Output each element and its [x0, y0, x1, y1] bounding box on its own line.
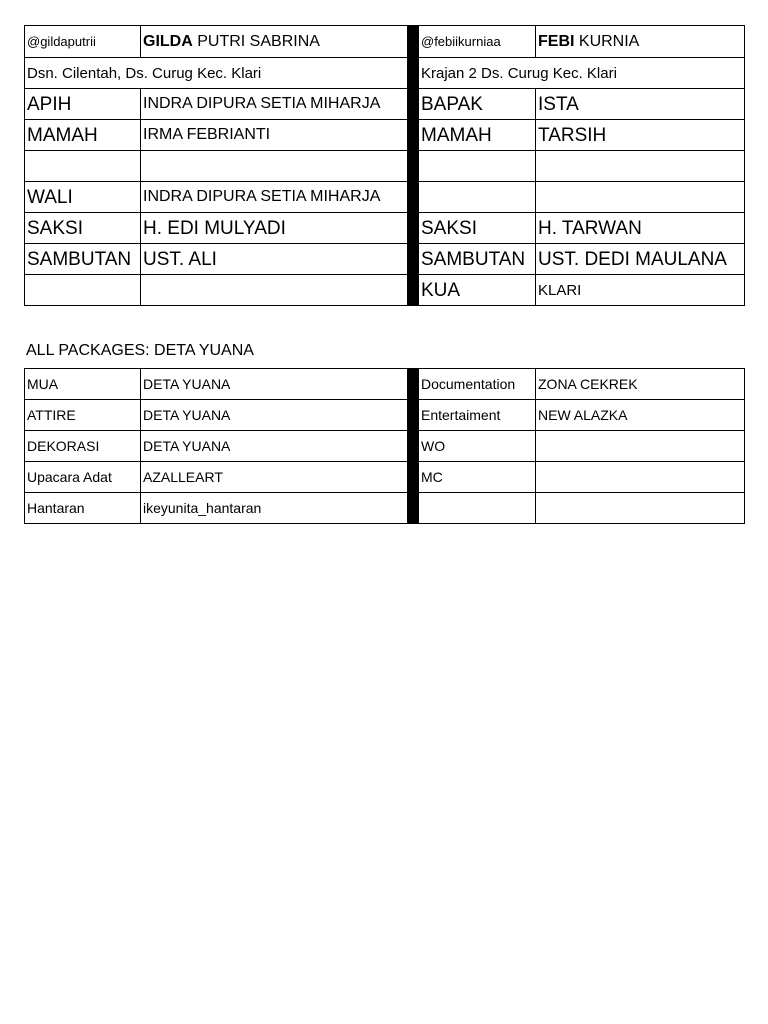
- column-separator: [408, 369, 419, 400]
- bride-value: UST. ALI: [141, 244, 408, 275]
- vendor-category: Documentation: [419, 369, 536, 400]
- vendor-name: NEW ALAZKA: [536, 400, 745, 431]
- bride-name: [141, 26, 408, 58]
- groom-value: [536, 151, 745, 182]
- vendor-name: DETA YUANA: [141, 431, 408, 462]
- column-separator: [408, 400, 419, 431]
- bride-handle: @gildaputrii: [25, 26, 141, 58]
- column-separator: [408, 120, 419, 151]
- groom-label: [419, 151, 536, 182]
- vendor-category: Entertaiment: [419, 400, 536, 431]
- bride-label: SAKSI: [25, 213, 141, 244]
- vendor-name: ZONA CEKREK: [536, 369, 745, 400]
- bride-label: [25, 151, 141, 182]
- bride-address: Dsn. Cilentah, Ds. Curug Kec. Klari: [25, 58, 408, 89]
- column-separator: [408, 462, 419, 493]
- family-row: [25, 275, 745, 306]
- bride-label: MAMAH: [25, 120, 141, 151]
- column-separator: [408, 89, 419, 120]
- family-row: [25, 89, 745, 120]
- column-separator: [408, 275, 419, 306]
- column-separator: [408, 151, 419, 182]
- column-separator: [408, 493, 419, 524]
- bride-name-rest: PUTRI SABRINA: [192, 32, 320, 50]
- groom-label: [419, 182, 536, 213]
- bride-label: APIH: [25, 89, 141, 120]
- vendor-category: WO: [419, 431, 536, 462]
- groom-name-rest: KURNIA: [574, 32, 640, 50]
- groom-value: ISTA: [536, 89, 745, 120]
- family-row: [25, 213, 745, 244]
- bride-value: [141, 275, 408, 306]
- family-row: [25, 244, 745, 275]
- family-row: [25, 182, 745, 213]
- groom-label: KUA: [419, 275, 536, 306]
- name-row: [25, 26, 745, 58]
- bride-value: [141, 151, 408, 182]
- vendor-category: DEKORASI: [25, 431, 141, 462]
- groom-name: [536, 26, 745, 58]
- vendor-name: DETA YUANA: [141, 369, 408, 400]
- vendor-name: AZALLEART: [141, 462, 408, 493]
- vendor-category: Upacara Adat: [25, 462, 141, 493]
- vendor-row: [25, 493, 745, 524]
- column-separator: [408, 58, 419, 89]
- bride-label: [25, 275, 141, 306]
- vendor-name: [536, 493, 745, 524]
- column-separator: [408, 244, 419, 275]
- column-separator: [408, 213, 419, 244]
- groom-value: UST. DEDI MAULANA: [536, 244, 745, 275]
- vendor-name: [536, 431, 745, 462]
- groom-address: Krajan 2 Ds. Curug Kec. Klari: [419, 58, 745, 89]
- vendor-name: ikeyunita_hantaran: [141, 493, 408, 524]
- groom-label: MAMAH: [419, 120, 536, 151]
- vendors-table: [24, 368, 745, 524]
- bride-label: WALI: [25, 182, 141, 213]
- bride-name-bold: GILDA: [143, 32, 193, 50]
- vendor-category: MUA: [25, 369, 141, 400]
- groom-name-bold: FEBI: [538, 32, 575, 50]
- bride-value: H. EDI MULYADI: [141, 213, 408, 244]
- vendor-category: MC: [419, 462, 536, 493]
- groom-value: [536, 182, 745, 213]
- bride-value: INDRA DIPURA SETIA MIHARJA: [141, 182, 408, 213]
- groom-value: TARSIH: [536, 120, 745, 151]
- column-separator: [408, 182, 419, 213]
- groom-label: BAPAK: [419, 89, 536, 120]
- vendor-row: [25, 369, 745, 400]
- column-separator: [408, 26, 419, 58]
- bride-value: INDRA DIPURA SETIA MIHARJA: [141, 89, 408, 120]
- vendor-category: [419, 493, 536, 524]
- vendor-name: DETA YUANA: [141, 400, 408, 431]
- vendor-row: [25, 400, 745, 431]
- vendor-row: [25, 462, 745, 493]
- vendor-name: [536, 462, 745, 493]
- couple-table: [24, 25, 745, 306]
- packages-heading: ALL PACKAGES: DETA YUANA: [26, 342, 254, 359]
- family-row: [25, 120, 745, 151]
- address-row: [25, 58, 745, 89]
- vendor-category: Hantaran: [25, 493, 141, 524]
- groom-label: SAMBUTAN: [419, 244, 536, 275]
- groom-value: H. TARWAN: [536, 213, 745, 244]
- bride-label: SAMBUTAN: [25, 244, 141, 275]
- vendor-category: ATTIRE: [25, 400, 141, 431]
- groom-label: SAKSI: [419, 213, 536, 244]
- groom-handle: @febiikurniaa: [419, 26, 536, 58]
- bride-value: IRMA FEBRIANTI: [141, 120, 408, 151]
- vendor-row: [25, 431, 745, 462]
- groom-value: KLARI: [536, 275, 745, 306]
- column-separator: [408, 431, 419, 462]
- family-row: [25, 151, 745, 182]
